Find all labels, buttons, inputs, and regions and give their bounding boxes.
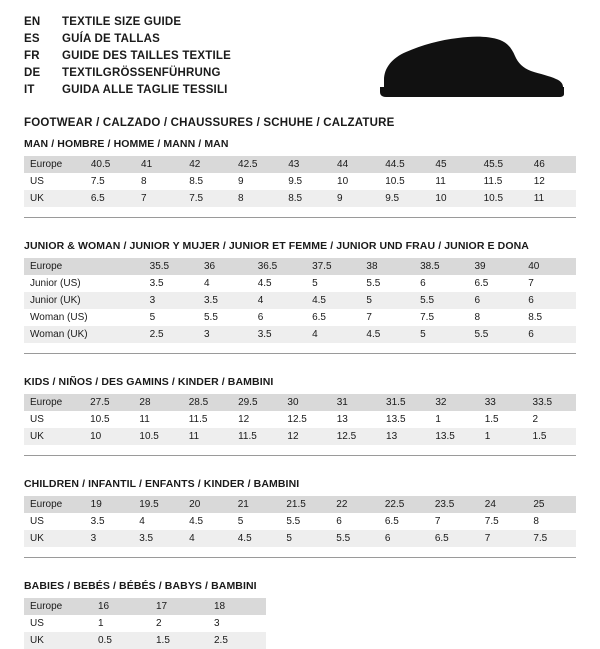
size-cell: 2.5: [144, 326, 198, 343]
size-cell: 3: [208, 615, 266, 632]
size-cell: 11: [429, 173, 477, 190]
size-cell: 44: [331, 156, 379, 173]
size-table: [24, 496, 576, 547]
size-cell: 2.5: [208, 632, 266, 649]
size-cell: 8: [468, 309, 522, 326]
table-row: [24, 394, 576, 411]
size-cell: 8.5: [282, 190, 331, 207]
size-cell: 25: [527, 496, 576, 513]
section-divider: [24, 455, 576, 456]
table-row: [24, 275, 576, 292]
size-cell: 44.5: [379, 156, 429, 173]
size-cell: 21.5: [280, 496, 330, 513]
row-label: US: [24, 173, 85, 190]
size-cell: 7: [135, 190, 183, 207]
size-cell: 9.5: [282, 173, 331, 190]
size-cell: 42: [183, 156, 232, 173]
size-cell: 12.5: [281, 411, 330, 428]
size-cell: 8: [135, 173, 183, 190]
size-cell: 4: [198, 275, 252, 292]
size-cell: 37.5: [306, 258, 360, 275]
size-cell: 43: [282, 156, 331, 173]
size-cell: [92, 309, 144, 326]
section-divider: [24, 557, 576, 558]
row-label: Europe: [24, 156, 85, 173]
size-cell: 0.5: [92, 632, 150, 649]
size-cell: 41: [135, 156, 183, 173]
size-cell: 46: [528, 156, 576, 173]
size-cell: 3: [144, 292, 198, 309]
section-divider: [24, 353, 576, 354]
size-cell: 6: [468, 292, 522, 309]
size-cell: 4.5: [232, 530, 281, 547]
size-cell: 7: [479, 530, 528, 547]
size-cell: 7.5: [527, 530, 576, 547]
size-cell: 6.5: [306, 309, 360, 326]
size-cell: 4: [133, 513, 183, 530]
size-cell: 6.5: [85, 190, 135, 207]
size-section: [24, 240, 576, 354]
row-label: Europe: [24, 598, 92, 615]
size-cell: 12: [232, 411, 281, 428]
row-label: UK: [24, 632, 92, 649]
size-cell: 4: [183, 530, 232, 547]
size-cell: 38: [360, 258, 414, 275]
size-cell: 7.5: [183, 190, 232, 207]
row-label: US: [24, 411, 84, 428]
size-cell: 8.5: [522, 309, 576, 326]
size-cell: 8: [527, 513, 576, 530]
language-code: FR: [24, 50, 40, 62]
size-cell: 6: [330, 513, 379, 530]
table-row: [24, 309, 576, 326]
language-code: ES: [24, 33, 40, 45]
size-cell: 38.5: [414, 258, 468, 275]
table-row: [24, 513, 576, 530]
size-cell: 10.5: [379, 173, 429, 190]
size-cell: 4.5: [306, 292, 360, 309]
size-cell: 23.5: [429, 496, 479, 513]
size-cell: 11.5: [232, 428, 281, 445]
size-cell: 11.5: [183, 411, 232, 428]
size-cell: 6: [522, 326, 576, 343]
size-cell: 6: [252, 309, 306, 326]
size-cell: 20: [183, 496, 232, 513]
size-cell: 13: [331, 411, 380, 428]
size-cell: 10: [331, 173, 379, 190]
size-cell: 7.5: [479, 513, 528, 530]
size-cell: 11.5: [478, 173, 528, 190]
size-section: [24, 138, 576, 218]
language-code: IT: [24, 84, 35, 96]
size-cell: 5: [360, 292, 414, 309]
size-cell: 5: [414, 326, 468, 343]
size-cell: 39: [468, 258, 522, 275]
size-cell: 3: [198, 326, 252, 343]
language-title: GUIDA ALLE TAGLIE TESSILI: [62, 84, 228, 96]
size-cell: 10: [429, 190, 477, 207]
size-cell: 13.5: [380, 411, 429, 428]
language-code: EN: [24, 16, 41, 28]
language-title: GUÍA DE TALLAS: [62, 33, 160, 45]
size-cell: 36: [198, 258, 252, 275]
section-divider: [24, 217, 576, 218]
row-label: UK: [24, 190, 85, 207]
size-cell: 6.5: [468, 275, 522, 292]
size-cell: 22.5: [379, 496, 429, 513]
size-cell: 1: [479, 428, 527, 445]
size-cell: 5: [306, 275, 360, 292]
size-section: [24, 478, 576, 558]
size-cell: 11: [528, 190, 576, 207]
size-cell: 6: [414, 275, 468, 292]
size-cell: 9.5: [379, 190, 429, 207]
size-cell: 4.5: [183, 513, 232, 530]
size-cell: 17: [150, 598, 208, 615]
size-cell: 30: [281, 394, 330, 411]
size-cell: 5.5: [360, 275, 414, 292]
size-cell: 2: [527, 411, 576, 428]
table-row: [24, 258, 576, 275]
size-cell: 11: [133, 411, 182, 428]
section-title: BABIES / BEBÉS / BÉBÉS / BABYS / BAMBINI: [24, 580, 257, 592]
size-cell: 33: [479, 394, 527, 411]
row-label: Junior (UK): [24, 292, 92, 309]
size-table: [24, 598, 266, 649]
language-title: TEXTILGRÖSSENFÜHRUNG: [62, 67, 221, 79]
size-cell: 4: [252, 292, 306, 309]
size-cell: 5.5: [414, 292, 468, 309]
size-cell: 6.5: [429, 530, 479, 547]
size-cell: 1.5: [479, 411, 527, 428]
size-cell: 11: [183, 428, 232, 445]
size-cell: [92, 326, 144, 343]
size-section: [24, 580, 576, 649]
size-cell: 7: [360, 309, 414, 326]
size-cell: 10: [84, 428, 133, 445]
size-cell: 5.5: [330, 530, 379, 547]
table-row: [24, 615, 266, 632]
row-label: Europe: [24, 496, 85, 513]
table-row: [24, 598, 266, 615]
table-row: [24, 530, 576, 547]
size-cell: 2: [150, 615, 208, 632]
table-row: [24, 496, 576, 513]
size-cell: 16: [92, 598, 150, 615]
size-cell: 10.5: [133, 428, 182, 445]
size-cell: 40.5: [85, 156, 135, 173]
size-cell: 9: [232, 173, 282, 190]
section-title: CHILDREN / INFANTIL / ENFANTS / KINDER / BAMBINI: [24, 478, 300, 490]
table-row: [24, 411, 576, 428]
section-title: KIDS / NIÑOS / DES GAMINS / KINDER / BAMBINI: [24, 376, 274, 388]
size-cell: 6.5: [379, 513, 429, 530]
table-row: [24, 428, 576, 445]
size-cell: 19.5: [133, 496, 183, 513]
size-cell: 28: [133, 394, 182, 411]
size-cell: 1.5: [150, 632, 208, 649]
size-cell: 3.5: [198, 292, 252, 309]
size-tables-container: [24, 138, 576, 649]
size-table: [24, 258, 576, 343]
row-label: Europe: [24, 258, 92, 275]
table-row: [24, 326, 576, 343]
section-title: MAN / HOMBRE / HOMME / MANN / MAN: [24, 138, 229, 150]
dress-shoe-icon: [378, 30, 568, 102]
row-label: Junior (US): [24, 275, 92, 292]
size-cell: 7: [429, 513, 479, 530]
row-label: Europe: [24, 394, 84, 411]
size-cell: 10.5: [478, 190, 528, 207]
size-cell: 4: [306, 326, 360, 343]
size-cell: 12.5: [331, 428, 380, 445]
table-row: [24, 156, 576, 173]
size-cell: [92, 275, 144, 292]
size-cell: 3: [85, 530, 134, 547]
size-cell: 28.5: [183, 394, 232, 411]
size-cell: 45: [429, 156, 477, 173]
size-cell: 1: [92, 615, 150, 632]
size-cell: 42.5: [232, 156, 282, 173]
size-cell: 13: [380, 428, 429, 445]
table-row: [24, 190, 576, 207]
row-label: UK: [24, 428, 84, 445]
size-cell: 7.5: [414, 309, 468, 326]
size-cell: 3.5: [144, 275, 198, 292]
size-cell: 4.5: [360, 326, 414, 343]
row-label: US: [24, 615, 92, 632]
size-cell: 33.5: [527, 394, 576, 411]
size-cell: 7: [522, 275, 576, 292]
size-cell: 3.5: [133, 530, 183, 547]
table-row: [24, 632, 266, 649]
size-cell: 3.5: [252, 326, 306, 343]
size-cell: 27.5: [84, 394, 133, 411]
size-cell: [92, 258, 144, 275]
section-title: JUNIOR & WOMAN / JUNIOR Y MUJER / JUNIOR ET FEMME / JUNIOR UND FRAU / JUNIOR E DONA: [24, 240, 529, 252]
table-row: [24, 292, 576, 309]
size-section: [24, 376, 576, 456]
size-cell: 12: [528, 173, 576, 190]
row-label: Woman (US): [24, 309, 92, 326]
size-cell: 24: [479, 496, 528, 513]
language-title: TEXTILE SIZE GUIDE: [62, 16, 182, 28]
row-label: US: [24, 513, 85, 530]
size-cell: 5.5: [280, 513, 330, 530]
size-table: [24, 156, 576, 207]
size-cell: 36.5: [252, 258, 306, 275]
size-cell: 35.5: [144, 258, 198, 275]
size-cell: 13.5: [429, 428, 478, 445]
size-cell: 3.5: [85, 513, 134, 530]
size-cell: 31.5: [380, 394, 429, 411]
size-cell: [92, 292, 144, 309]
size-cell: 18: [208, 598, 266, 615]
size-cell: 6: [522, 292, 576, 309]
row-label: Woman (UK): [24, 326, 92, 343]
size-cell: 6: [379, 530, 429, 547]
size-cell: 5: [144, 309, 198, 326]
size-cell: 5.5: [468, 326, 522, 343]
size-cell: 4.5: [252, 275, 306, 292]
size-cell: 32: [429, 394, 478, 411]
category-line: FOOTWEAR / CALZADO / CHAUSSURES / SCHUHE / CALZATURE: [24, 117, 395, 129]
size-cell: 21: [232, 496, 281, 513]
size-cell: 45.5: [478, 156, 528, 173]
size-cell: 10.5: [84, 411, 133, 428]
size-cell: 8.5: [183, 173, 232, 190]
size-cell: 9: [331, 190, 379, 207]
size-table: [24, 394, 576, 445]
language-code: DE: [24, 67, 41, 79]
language-title: GUIDE DES TAILLES TEXTILE: [62, 50, 231, 62]
size-cell: 31: [331, 394, 380, 411]
size-cell: 7.5: [85, 173, 135, 190]
size-cell: 1.5: [527, 428, 576, 445]
size-cell: 29.5: [232, 394, 281, 411]
size-cell: 5: [232, 513, 281, 530]
size-cell: 5.5: [198, 309, 252, 326]
table-row: [24, 173, 576, 190]
size-cell: 5: [280, 530, 330, 547]
size-cell: 19: [85, 496, 134, 513]
size-cell: 8: [232, 190, 282, 207]
size-cell: 22: [330, 496, 379, 513]
size-cell: 12: [281, 428, 330, 445]
size-cell: 40: [522, 258, 576, 275]
row-label: UK: [24, 530, 85, 547]
document-header: [24, 16, 576, 129]
size-cell: 1: [429, 411, 478, 428]
